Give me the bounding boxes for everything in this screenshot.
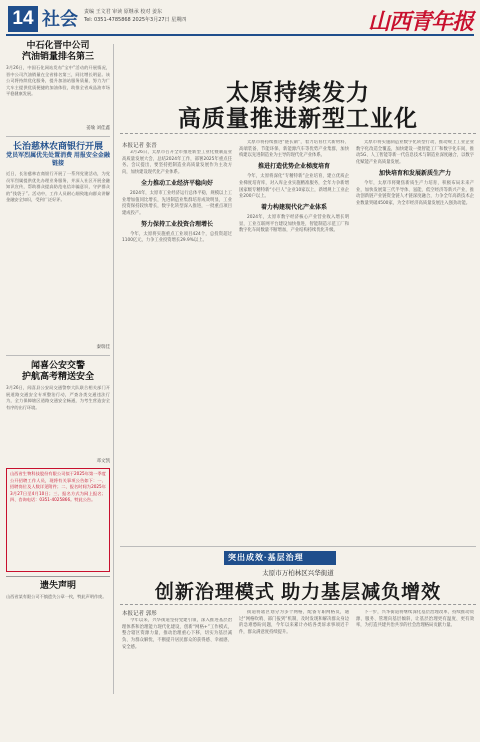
bottom-subtitle: 太原市万柏林区兴华街道 [262, 570, 334, 577]
main-paragraph: 今年，太原将深化“专精特新”企业培育，建立优质企业梯度培育库，对入库企业实施精准服务，全年力争新增国家级专精特新“小巨人”企业10家以上，新增规上工业企业200户以上。 [239, 174, 349, 200]
brief-2-body: 近日，长治慈林农商银行开展了一系列党建活动，为党员军烈属提供优先办理业务服务，并深入社区开展金融知识宣传，帮助群众提高防范电信诈骗意识，守护群众的“钱袋子”。活动中，工作人员耐心细致地向群众讲解金融安全知识，受到广泛好评。 [6, 171, 110, 203]
main-subheading: 全力推动工业经济平稳向好 [140, 180, 213, 187]
bottom-paragraph: 下一步，兴华街道将继续深化基层治理改革，持续推动资源、服务、管理向基层倾斜，让基层治理更有温度、更有效率，为打造共建共治共享的社会治理格局贡献力量。 [356, 610, 474, 629]
brief-1-title-line2: 汽油销量排名第三 [21, 51, 94, 61]
left-column [6, 40, 110, 695]
editor-credits: 责编 王文君 审读 原继承 校对 姜东 [84, 9, 162, 15]
main-paragraph: 今年，太原将实施重点工业项目424个，总投资超过1100亿元，力争工业投资增长29.9%以上。 [122, 231, 232, 244]
loss-notice-body: 山西省某有限公司不慎遗失公章一枚，特此声明作废。 [6, 594, 107, 599]
brief-3-body: 3月26日，闻喜县公安局交通警察大队联合相关部门开展道路交通安全专项整治行动，严查各类交通违法行为，全力保障辖区道路交通安全畅通，为考生营造安全有序的出行环境。 [6, 385, 110, 410]
bottom-paragraph: 街道将辖区划分为多个网格，配备专职网格员，通过“网格吹哨、部门报到”机制，及时发现和解决群众身边的急难愁盼问题，今年以来累计办结各类诉求事项近千件，群众满意度持续提升。 [239, 610, 349, 636]
main-column-2 [239, 140, 349, 542]
brief-3-title-line1: 闻喜公安交警 [30, 360, 85, 370]
brief-separator [6, 355, 110, 356]
recruitment-notice [6, 468, 110, 572]
section-banner-text: 突出成效·基层治理 [228, 553, 304, 562]
bottom-byline: 本报记者 郭彤 [122, 611, 157, 617]
loss-notice [6, 576, 110, 614]
brief-separator [6, 136, 110, 137]
bottom-column-2 [239, 610, 349, 738]
main-paragraph: 太原市将实施制造业数字化转型行动，推动规上工业企业数字化改造全覆盖，加快建设一批智能工厂和数字化车间，推动5G、人工智能等新一代信息技术与制造业深度融合，以数字化赋能产业高质量发展。 [356, 140, 474, 166]
page-number: 14 [8, 6, 38, 32]
page-header [0, 0, 480, 36]
brief-1-title-line1: 中石化晋中公司 [26, 40, 90, 50]
header-rule [6, 34, 474, 36]
main-column-3 [356, 140, 474, 542]
bottom-column-3 [356, 610, 474, 738]
brief-3-signature: 邓文凯 [96, 459, 110, 464]
section-name: 社会 [42, 9, 78, 29]
main-byline: 本报记者 张晋 [122, 143, 157, 149]
loss-notice-title: 遗失声明 [39, 580, 76, 590]
headline-rule [120, 133, 476, 134]
bottom-column-1 [122, 618, 232, 738]
main-subheading: 努力保持工业投资合理增长 [140, 221, 213, 228]
main-subheading: 加快培育和发展新质生产力 [378, 170, 451, 177]
bottom-paragraph: 今年以来，兴华街道坚持党建引领，深入推进基层治理体系和治理能力现代化建设，创新“网格+”工作模式，整合辖区资源力量，推动治理重心下移，切实为基层减负、为群众解忧，不断提升居民群众的获得感、幸福感、安全感。 [122, 618, 232, 650]
brief-1-signature: 姜瑜 刘佳鑫 [86, 126, 110, 131]
brief-2-signature: 秦瑞佳 [96, 345, 110, 350]
main-paragraph: 2024年，太原市数字经济核心产业营业收入增长明显，工业互联网平台建设加快推进，智能制造示范工厂和数字化车间数量不断增加，产业结构持续优化升级。 [239, 214, 349, 234]
main-intro: 3月26日，太原市召开全市推进新型工业化暨制造业高质量发展大会，总结2024年工作，部署2025年重点任务。会议提出，要坚持把制造业高质量发展作为主攻方向，加快建设现代化产业体系。 [122, 150, 232, 176]
main-headline-line2: 高质量推进新型工业化 [178, 105, 418, 131]
article-divider [120, 546, 476, 547]
brief-2-title-line2: 党员军烈属优先处置消费 用报安全金融链接 [6, 153, 110, 167]
brief-3-title-line2: 护航高考精送安全 [21, 371, 94, 381]
notice-body: 山西省生物科技股份有限公司拟于2025年第一季度公开招聘工作人员，现将有关事项公告如下：一、招聘岗位及人数详见附件；二、报名时间为2025年3月27日至4月10日；三、报名方式为网上报名；四、咨询电话：0351-4025866。特此公告。 [10, 471, 106, 503]
main-paragraph: 太原市将持续推进“链长制”，着力培育壮大新材料、高端装备、节能环保、新能源汽车等优势产业集群，加快构建以先进制造业为主导的现代化产业体系。 [239, 140, 349, 159]
brief-1-body: 3月26日，中国石化网站发布“宝中”活动的开展情况，晋中公司汽油销量在全省排名第三，同比增长明显。该公司将持续优化服务，提升加油站服务质量，努力为广大车主提供优质便捷的加油体验，助推全省成品油市场平稳健康发展。 [6, 65, 110, 97]
newspaper-logo: 山西青年报 [368, 9, 474, 34]
brief-2-title-line1: 长治慈林农商银行开展 [12, 141, 103, 151]
column-divider [113, 44, 114, 694]
bottom-headline-rule [120, 604, 476, 605]
main-paragraph: 今年，太原市将聚焦新质生产力培育，积极布局未来产业，加快发展第三代半导体、氢能、低空经济等新兴产业，推动创新链产业链资金链人才链深度融合，力争全年高新技术企业数量突破4500家，为全市经济高质量发展注入强劲动能。 [356, 180, 474, 206]
main-headline-line1: 太原持续发力 [226, 79, 370, 105]
main-subheading: 推进打造优势企业梯度培育 [257, 164, 330, 171]
main-column-1 [122, 150, 232, 542]
date-line: Tel: 0351-4785868 2025年3月27日 星期四 [84, 17, 187, 23]
bottom-headline: 创新治理模式 助力基层减负增效 [154, 582, 442, 603]
main-subheading: 着力构建现代化产业体系 [260, 204, 327, 211]
main-paragraph: 2024年，太原市工业经济运行总体平稳，规模以上工业增加值同比增长，先进制造业集群培育成效明显，工业投资保持较快增长，数字化转型深入推进，一批重点项目建成投产。 [122, 190, 232, 216]
